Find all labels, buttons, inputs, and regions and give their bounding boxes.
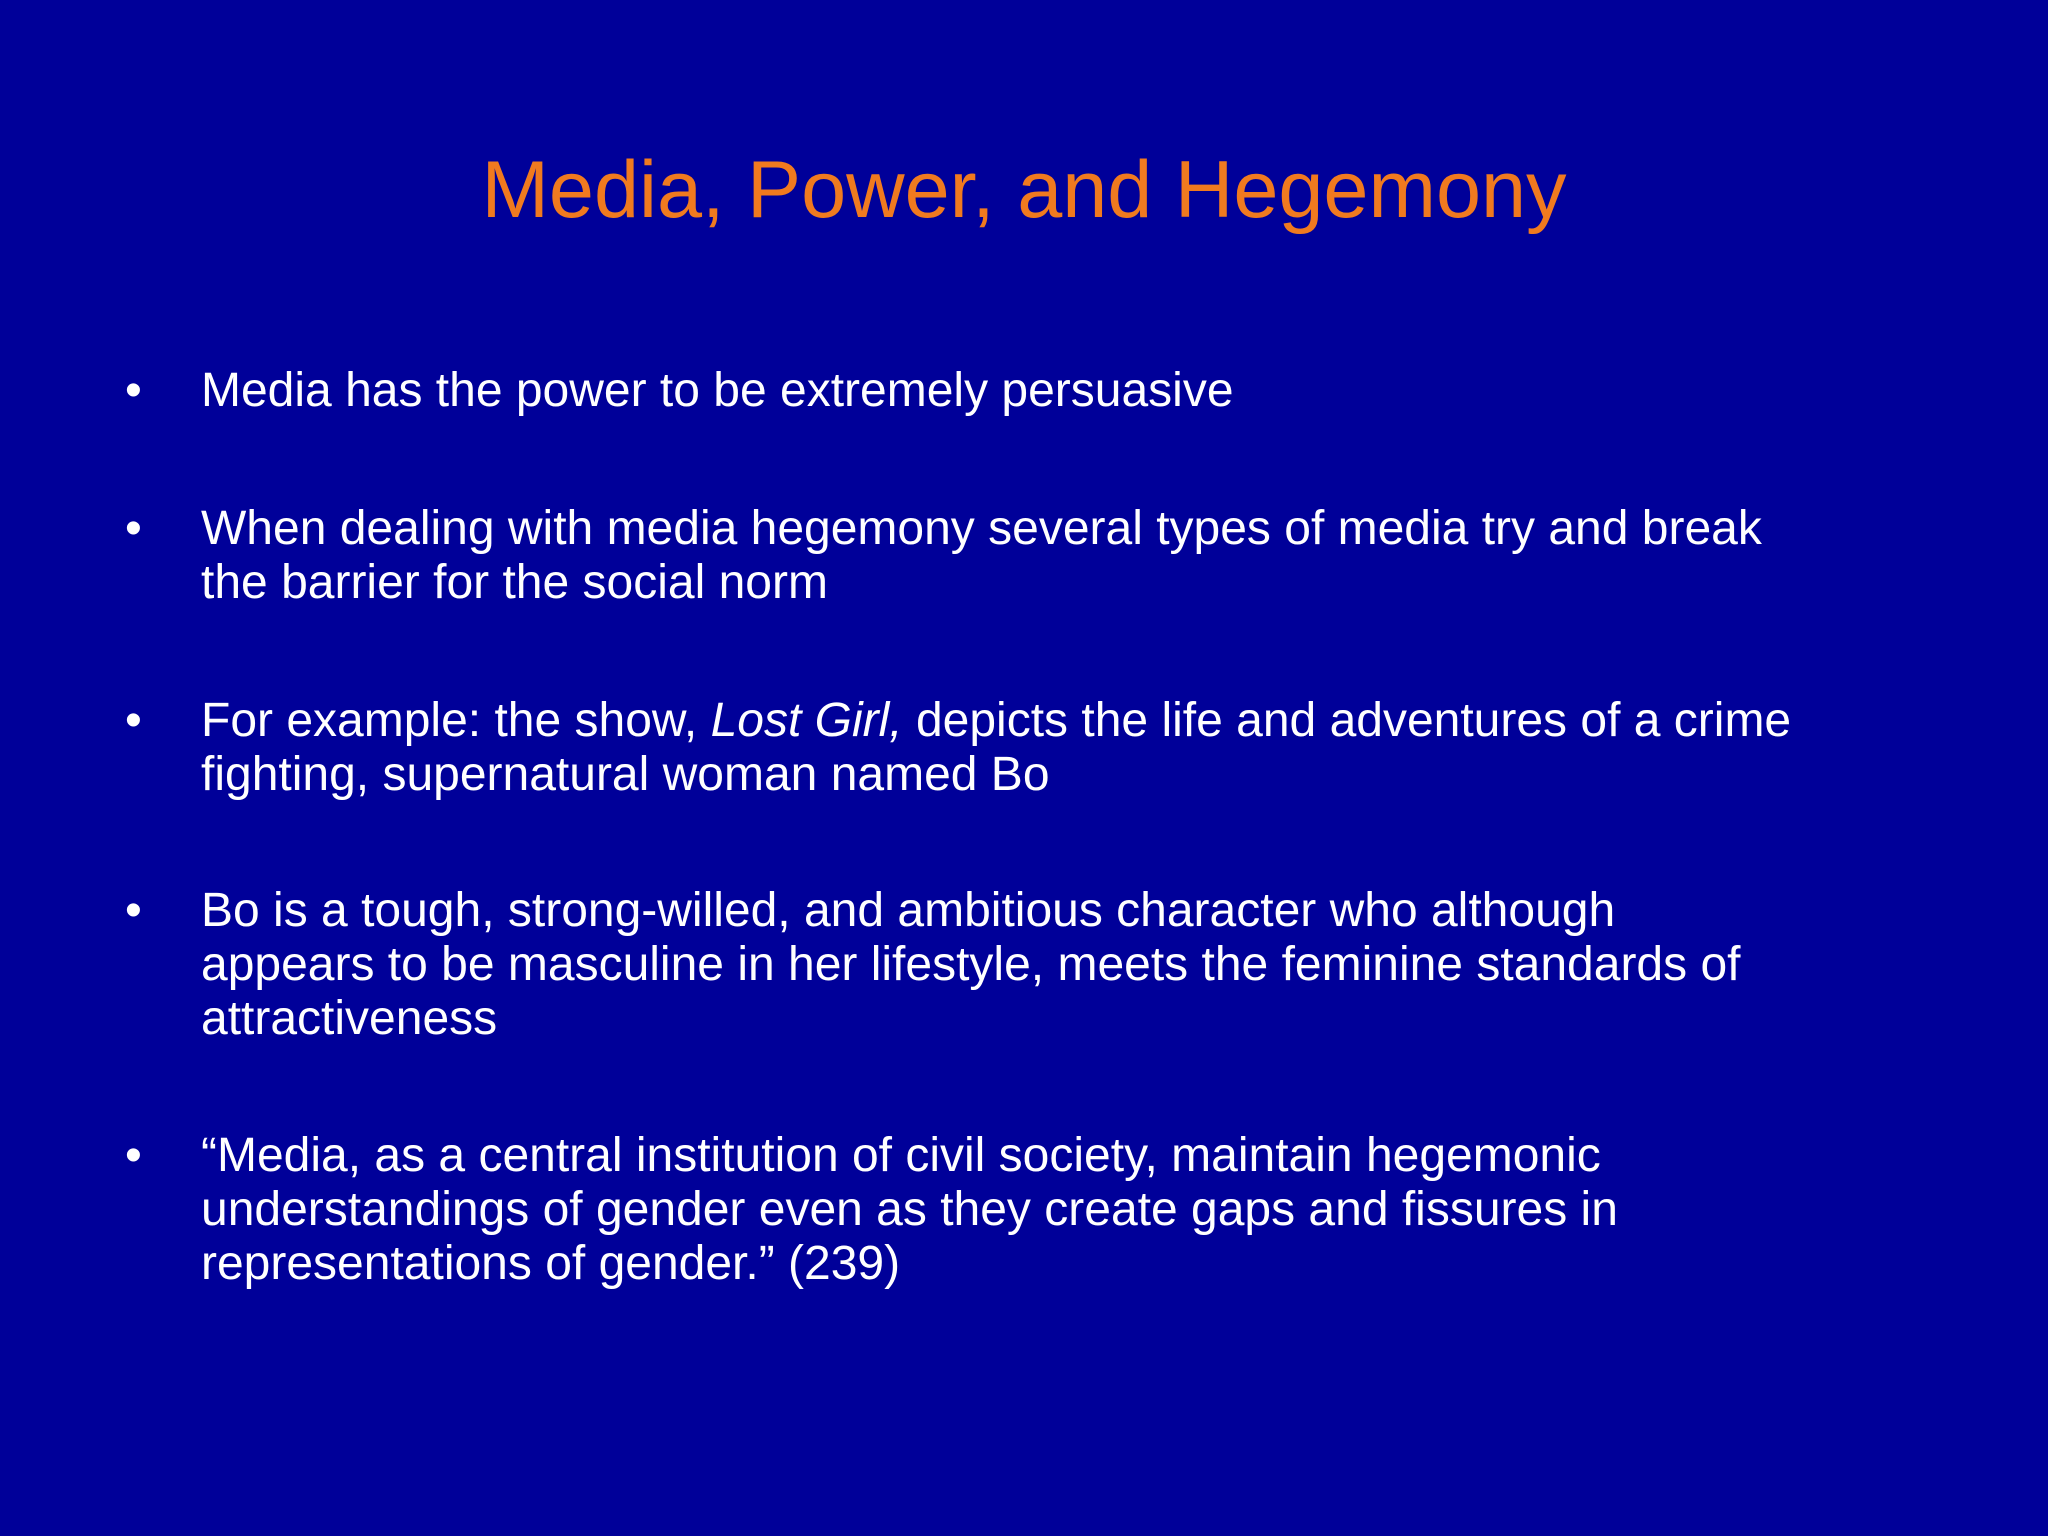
bullet-marker: • [125,364,142,417]
bullet-line: Bo is a tough, strong-willed, and ambitious character who although [201,884,1616,937]
bullet-marker: • [125,884,142,937]
bullet-line: understandings of gender even as they create gaps and fissures in [201,1183,1618,1236]
bullet-marker: • [125,502,142,555]
bullet-text [201,694,2041,802]
bullet-line [201,694,2041,748]
bullet-text [201,884,2041,1046]
bullet-line: Media has the power to be extremely persuasive [201,364,1234,417]
bullet-marker: • [125,694,142,747]
bullet-text [201,364,2041,418]
bullet-line: the barrier for the social norm [201,556,828,609]
bullet-line-prefix: For example: the show, [201,694,711,747]
bullet-marker: • [125,1129,142,1182]
bullet-text [201,502,2041,610]
bullet-line: When dealing with media hegemony several types of media try and break [201,502,1762,555]
bullet-text [201,1129,2041,1291]
bullet-line: fighting, supernatural woman named Bo [201,748,1050,801]
bullet-line: “Media, as a central institution of civil society, maintain hegemonic [201,1129,1601,1182]
bullet-line-suffix: depicts the life and adventures of a crime [902,694,1792,747]
slide-title: Media, Power, and Hegemony [481,145,1567,235]
bullet-line: attractiveness [201,992,498,1045]
bullet-line: appears to be masculine in her lifestyle, meets the feminine standards of [201,938,1741,991]
show-title: Lost Girl, [710,694,903,747]
bullet-line: representations of gender.” (239) [201,1237,901,1290]
